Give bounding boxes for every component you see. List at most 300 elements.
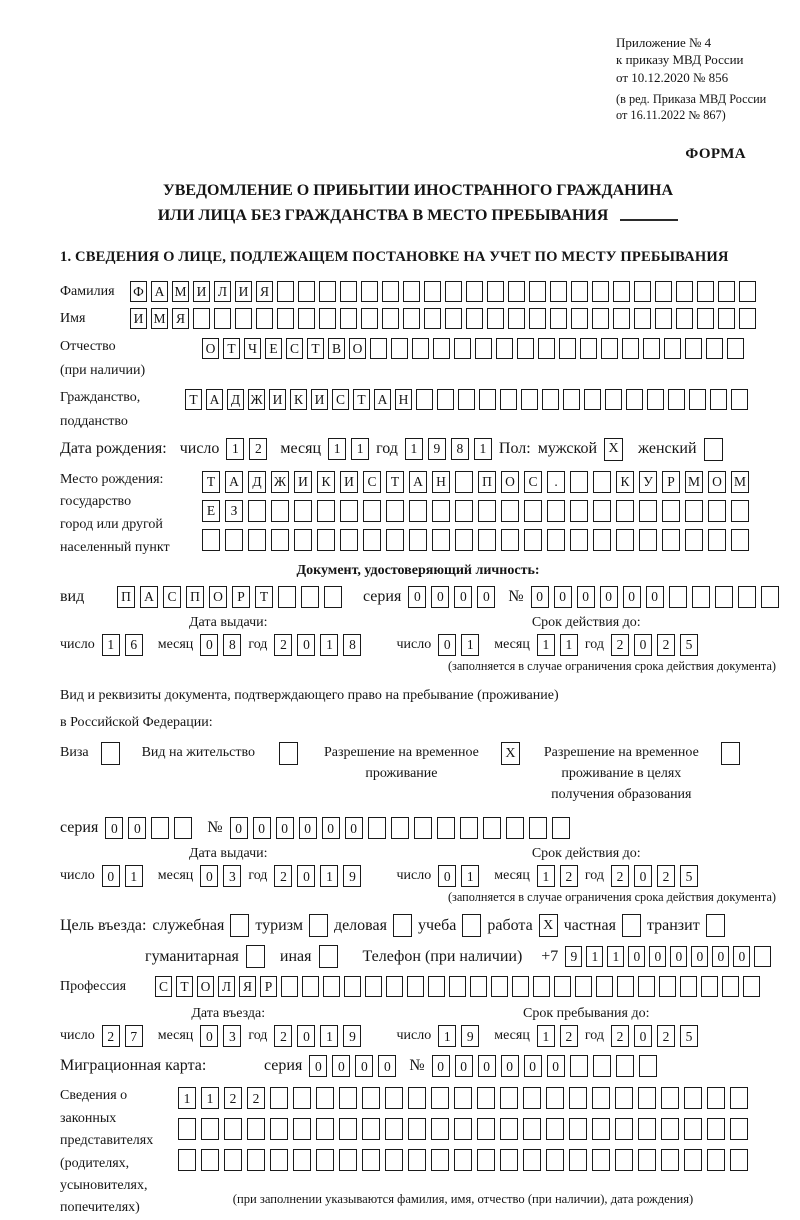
char-cell: 0 xyxy=(200,1025,218,1047)
surname-cells xyxy=(130,281,756,302)
char-cell: Р xyxy=(260,976,277,997)
char-cell: Н xyxy=(432,471,450,493)
char-cell xyxy=(449,976,466,997)
month-label: месяц xyxy=(157,637,194,653)
validity-day-cells xyxy=(438,865,479,887)
day-label: число xyxy=(179,440,220,457)
char-cell: 0 xyxy=(454,586,472,608)
char-cell: С xyxy=(332,389,349,410)
char-cell xyxy=(445,281,462,302)
char-cell xyxy=(580,338,597,359)
char-cell xyxy=(458,389,475,410)
char-cell: К xyxy=(616,471,634,493)
char-cell xyxy=(554,976,571,997)
birth-place-cells-row2 xyxy=(202,500,749,522)
char-cell: 2 xyxy=(657,634,675,656)
char-cell: И xyxy=(235,281,252,302)
char-cell: 1 xyxy=(226,438,244,460)
surname-label: Фамилия xyxy=(60,283,115,299)
char-cell xyxy=(301,586,319,608)
char-cell xyxy=(676,308,693,329)
char-cell: 2 xyxy=(274,1025,292,1047)
given-name-cells xyxy=(130,308,756,329)
char-cell xyxy=(506,817,524,839)
char-cell xyxy=(363,529,381,551)
gender-female-label: женский xyxy=(638,440,697,457)
char-cell xyxy=(701,976,718,997)
residence-doc-number-cells xyxy=(230,817,570,839)
patronymic-label-line2: (при наличии) xyxy=(60,363,146,379)
char-cell xyxy=(316,1087,334,1109)
char-cell xyxy=(508,281,525,302)
char-cell: О xyxy=(708,471,726,493)
validity-date-title: Срок действия до: xyxy=(531,846,641,862)
purpose-transit-label: транзит xyxy=(646,916,700,934)
char-cell: 1 xyxy=(102,634,120,656)
char-cell: Н xyxy=(395,389,412,410)
char-cell xyxy=(382,308,399,329)
char-cell xyxy=(655,281,672,302)
month-label: месяц xyxy=(494,637,530,653)
issue-month-cells xyxy=(200,634,241,656)
residence-doc-intro-line1: Вид и реквизиты документа, подтверждающего право на пребывание (проживание) xyxy=(60,688,559,704)
char-cell xyxy=(278,586,296,608)
char-cell xyxy=(638,976,655,997)
char-cell xyxy=(454,1118,472,1140)
char-cell xyxy=(684,1118,702,1140)
char-cell xyxy=(542,389,559,410)
char-cell xyxy=(639,1055,657,1077)
migration-card-number-cells xyxy=(432,1055,657,1077)
visa-option xyxy=(60,742,120,765)
char-cell xyxy=(323,976,340,997)
char-cell: 9 xyxy=(461,1025,479,1047)
char-cell xyxy=(569,1118,587,1140)
char-cell: К xyxy=(290,389,307,410)
char-cell: Д xyxy=(227,389,244,410)
identity-doc-dates xyxy=(60,615,776,656)
char-cell xyxy=(339,1118,357,1140)
purpose-other-checkbox xyxy=(319,945,338,968)
char-cell: О xyxy=(349,338,366,359)
char-cell xyxy=(470,976,487,997)
char-cell: 0 xyxy=(345,817,363,839)
purpose-humanitarian-label: гуманитарная xyxy=(145,947,239,965)
char-cell: 8 xyxy=(451,438,469,460)
header-amendment-line: от 16.11.2022 № 867) xyxy=(616,108,726,123)
form-title xyxy=(60,179,776,230)
char-cell xyxy=(445,308,462,329)
char-cell: 8 xyxy=(223,634,241,656)
patronymic-cells xyxy=(202,338,744,359)
identity-doc-validity-col xyxy=(397,615,776,656)
char-cell xyxy=(739,281,756,302)
title-blank-line xyxy=(620,203,678,220)
char-cell xyxy=(293,1149,311,1171)
month-label: месяц xyxy=(494,1028,530,1044)
char-cell: 0 xyxy=(455,1055,473,1077)
form-title-line1: УВЕДОМЛЕНИЕ О ПРИБЫТИИ ИНОСТРАННОГО ГРАЖДАНИНА xyxy=(162,181,674,199)
birth-year-cells xyxy=(405,438,492,460)
char-cell xyxy=(512,976,529,997)
char-cell xyxy=(466,308,483,329)
char-cell: Я xyxy=(256,281,273,302)
char-cell: 3 xyxy=(223,865,241,887)
month-label: месяц xyxy=(157,1028,194,1044)
char-cell: 1 xyxy=(328,438,346,460)
char-cell: 5 xyxy=(680,865,698,887)
char-cell xyxy=(529,308,546,329)
char-cell xyxy=(639,500,657,522)
char-cell: О xyxy=(197,976,214,997)
char-cell: 0 xyxy=(554,586,572,608)
residence-doc-intro-line2: в Российской Федерации: xyxy=(60,714,213,730)
char-cell xyxy=(689,389,706,410)
char-cell: 0 xyxy=(712,946,729,967)
char-cell: В xyxy=(328,338,345,359)
char-cell: Ж xyxy=(248,389,265,410)
char-cell: 2 xyxy=(611,865,629,887)
purpose-official-checkbox xyxy=(230,914,249,937)
char-cell: 1 xyxy=(201,1087,219,1109)
char-cell xyxy=(552,817,570,839)
char-cell xyxy=(424,281,441,302)
char-cell: 0 xyxy=(309,1055,327,1077)
char-cell xyxy=(592,1118,610,1140)
identity-doc-number-cells xyxy=(531,586,779,608)
char-cell xyxy=(385,1087,403,1109)
char-cell: 2 xyxy=(102,1025,120,1047)
representatives-label-line: законных xyxy=(60,1110,117,1126)
char-cell xyxy=(710,389,727,410)
char-cell: Д xyxy=(248,471,266,493)
entry-date-title: Дата въезда: xyxy=(191,1006,266,1022)
purpose-official-label: служебная xyxy=(152,916,225,934)
char-cell xyxy=(616,529,634,551)
char-cell xyxy=(247,1118,265,1140)
stay-month-cells xyxy=(537,1025,578,1047)
char-cell xyxy=(437,817,455,839)
char-cell: А xyxy=(151,281,168,302)
validity-note: (заполняется в случае ограничения срока действия документа) xyxy=(447,890,776,905)
entry-purpose-row2 xyxy=(145,945,776,968)
char-cell: 0 xyxy=(628,946,645,967)
char-cell xyxy=(477,1149,495,1171)
char-cell xyxy=(477,1118,495,1140)
char-cell: 0 xyxy=(600,586,618,608)
representatives-label-line: попечителях) xyxy=(60,1200,140,1216)
header-note-line: от 10.12.2020 № 856 xyxy=(616,69,729,85)
char-cell: Л xyxy=(218,976,235,997)
entry-stay-dates xyxy=(60,1006,776,1047)
char-cell xyxy=(224,1149,242,1171)
year-label: год xyxy=(584,637,604,653)
char-cell: 1 xyxy=(320,865,338,887)
char-cell xyxy=(669,586,687,608)
identity-doc-series-cells xyxy=(408,586,495,608)
char-cell: 0 xyxy=(623,586,641,608)
char-cell: Р xyxy=(232,586,250,608)
issue-date-title: Дата выдачи: xyxy=(188,846,268,862)
char-cell: 0 xyxy=(691,946,708,967)
char-cell xyxy=(340,529,358,551)
char-cell: 9 xyxy=(343,865,361,887)
purpose-work-label: работа xyxy=(487,916,533,934)
char-cell xyxy=(277,308,294,329)
char-cell xyxy=(478,500,496,522)
char-cell xyxy=(424,308,441,329)
char-cell: 5 xyxy=(680,634,698,656)
char-cell: 1 xyxy=(586,946,603,967)
char-cell xyxy=(316,1149,334,1171)
char-cell: 0 xyxy=(200,634,218,656)
char-cell: И xyxy=(340,471,358,493)
char-cell xyxy=(408,1149,426,1171)
char-cell xyxy=(491,976,508,997)
char-cell xyxy=(437,389,454,410)
char-cell xyxy=(362,1087,380,1109)
char-cell xyxy=(248,529,266,551)
char-cell: 1 xyxy=(351,438,369,460)
month-label: месяц xyxy=(157,868,194,884)
char-cell: 0 xyxy=(634,865,652,887)
birth-place-label xyxy=(60,469,202,560)
char-cell xyxy=(302,976,319,997)
representatives-label-line: представителях xyxy=(60,1133,154,1149)
char-cell: 0 xyxy=(105,817,123,839)
char-cell xyxy=(570,1055,588,1077)
char-cell: 0 xyxy=(438,634,456,656)
residence-permit-option xyxy=(142,742,298,765)
char-cell xyxy=(460,817,478,839)
char-cell xyxy=(344,976,361,997)
char-cell: 1 xyxy=(405,438,423,460)
char-cell xyxy=(487,281,504,302)
citizenship-label-line2: подданство xyxy=(60,413,128,429)
female-checkbox xyxy=(704,438,723,461)
char-cell: 0 xyxy=(297,634,315,656)
char-cell: 0 xyxy=(634,634,652,656)
char-cell xyxy=(661,1087,679,1109)
patronymic-label xyxy=(60,335,202,383)
char-cell: 1 xyxy=(537,865,555,887)
char-cell xyxy=(668,389,685,410)
char-cell: 0 xyxy=(128,817,146,839)
profession-row xyxy=(60,976,776,997)
char-cell xyxy=(202,529,220,551)
char-cell xyxy=(523,1149,541,1171)
char-cell xyxy=(479,389,496,410)
char-cell: 1 xyxy=(438,1025,456,1047)
char-cell xyxy=(501,500,519,522)
char-cell: 1 xyxy=(178,1087,196,1109)
char-cell: 1 xyxy=(560,634,578,656)
gender-male-label: мужской xyxy=(537,440,598,457)
purpose-private-label: частная xyxy=(563,916,616,934)
representatives-cells-row2 xyxy=(178,1118,748,1140)
residence-doc-dates xyxy=(60,846,776,887)
char-cell: И xyxy=(269,389,286,410)
entry-year-cells xyxy=(274,1025,361,1047)
char-cell: А xyxy=(409,471,427,493)
char-cell xyxy=(708,529,726,551)
birth-date-label: Дата рождения: xyxy=(60,440,167,457)
visa-checkbox xyxy=(101,742,120,765)
char-cell xyxy=(761,586,779,608)
char-cell xyxy=(454,338,471,359)
temp-residence-label xyxy=(324,742,479,784)
char-cell: П xyxy=(186,586,204,608)
char-cell: 7 xyxy=(125,1025,143,1047)
year-label: год xyxy=(376,440,398,457)
char-cell xyxy=(523,1087,541,1109)
char-cell xyxy=(570,529,588,551)
char-cell: 2 xyxy=(224,1087,242,1109)
char-cell: Ч xyxy=(244,338,261,359)
validity-month-cells xyxy=(537,634,578,656)
char-cell xyxy=(596,976,613,997)
entry-purpose-label: Цель въезда: xyxy=(60,916,147,934)
char-cell xyxy=(224,1118,242,1140)
char-cell: 2 xyxy=(657,1025,675,1047)
char-cell xyxy=(316,1118,334,1140)
char-cell xyxy=(174,817,192,839)
char-cell: 9 xyxy=(565,946,582,967)
char-cell xyxy=(707,1087,725,1109)
char-cell xyxy=(431,1087,449,1109)
char-cell xyxy=(547,500,565,522)
issue-day-cells xyxy=(102,865,143,887)
stay-year-cells xyxy=(611,1025,698,1047)
char-cell xyxy=(593,471,611,493)
char-cell xyxy=(248,500,266,522)
char-cell xyxy=(707,1118,725,1140)
identity-doc-series-label: серия xyxy=(363,588,402,606)
char-cell xyxy=(281,976,298,997)
char-cell xyxy=(247,1149,265,1171)
char-cell xyxy=(409,500,427,522)
char-cell xyxy=(370,338,387,359)
char-cell xyxy=(731,500,749,522)
char-cell: А xyxy=(225,471,243,493)
char-cell: 0 xyxy=(438,865,456,887)
char-cell: 2 xyxy=(560,865,578,887)
char-cell: Т xyxy=(223,338,240,359)
purpose-study-checkbox xyxy=(462,914,481,937)
char-cell xyxy=(593,1055,611,1077)
char-cell: 0 xyxy=(524,1055,542,1077)
char-cell xyxy=(697,308,714,329)
char-cell xyxy=(483,817,501,839)
char-cell: 2 xyxy=(274,865,292,887)
char-cell xyxy=(731,389,748,410)
char-cell xyxy=(454,1149,472,1171)
char-cell: 2 xyxy=(249,438,267,460)
char-cell: С xyxy=(524,471,542,493)
char-cell: 1 xyxy=(461,865,479,887)
char-cell xyxy=(362,1149,380,1171)
char-cell: М xyxy=(685,471,703,493)
year-label: год xyxy=(584,1028,604,1044)
char-cell: С xyxy=(155,976,172,997)
char-cell xyxy=(661,1118,679,1140)
char-cell xyxy=(592,308,609,329)
issue-month-cells xyxy=(200,865,241,887)
validity-year-cells xyxy=(611,865,698,887)
representatives-block xyxy=(60,1085,776,1219)
residence-permit-checkbox xyxy=(279,742,298,765)
char-cell: Т xyxy=(353,389,370,410)
migration-card-label: Миграционная карта: xyxy=(60,1057,207,1075)
char-cell xyxy=(201,1118,219,1140)
char-cell xyxy=(593,500,611,522)
char-cell xyxy=(361,281,378,302)
char-cell xyxy=(676,281,693,302)
year-label: год xyxy=(248,1028,268,1044)
citizenship-cells xyxy=(185,389,748,410)
entry-month-cells xyxy=(200,1025,241,1047)
birth-day-cells xyxy=(226,438,267,460)
char-cell xyxy=(178,1149,196,1171)
char-cell xyxy=(477,1087,495,1109)
header-note-line: к приказу МВД России xyxy=(616,52,744,68)
representatives-label-line: Сведения о xyxy=(60,1088,128,1104)
char-cell: О xyxy=(501,471,519,493)
residence-doc-series-label: серия xyxy=(60,819,99,837)
char-cell: 2 xyxy=(657,865,675,887)
char-cell xyxy=(201,1149,219,1171)
char-cell xyxy=(416,389,433,410)
char-cell: 0 xyxy=(200,865,218,887)
form-label: ФОРМА xyxy=(685,145,746,162)
char-cell xyxy=(615,1149,633,1171)
birth-place-cells-row3 xyxy=(202,529,749,551)
birth-place-label-line: государство xyxy=(60,494,132,510)
form-title-line2: ИЛИ ЛИЦА БЕЗ ГРАЖДАНСТВА В МЕСТО ПРЕБЫВАНИЯ xyxy=(157,207,609,225)
temp-residence-edu-label xyxy=(544,742,699,805)
char-cell: 0 xyxy=(670,946,687,967)
char-cell xyxy=(455,529,473,551)
char-cell xyxy=(386,500,404,522)
char-cell xyxy=(584,389,601,410)
char-cell xyxy=(685,338,702,359)
patronymic-label-line1: Отчество xyxy=(60,339,116,355)
char-cell: 0 xyxy=(478,1055,496,1077)
char-cell: Т xyxy=(202,471,220,493)
char-cell: Т xyxy=(185,389,202,410)
char-cell: А xyxy=(140,586,158,608)
char-cell xyxy=(571,281,588,302)
char-cell xyxy=(475,338,492,359)
char-cell xyxy=(743,976,760,997)
header-note-line: Приложение № 4 xyxy=(616,35,712,50)
char-cell xyxy=(428,976,445,997)
char-cell xyxy=(626,389,643,410)
char-cell xyxy=(317,500,335,522)
char-cell: Л xyxy=(214,281,231,302)
char-cell xyxy=(478,529,496,551)
char-cell xyxy=(386,976,403,997)
char-cell xyxy=(298,281,315,302)
char-cell xyxy=(592,1149,610,1171)
char-cell xyxy=(613,281,630,302)
char-cell: 0 xyxy=(432,1055,450,1077)
char-cell: 1 xyxy=(461,634,479,656)
purpose-business-checkbox xyxy=(393,914,412,937)
char-cell: 1 xyxy=(320,634,338,656)
citizenship-label xyxy=(60,386,185,434)
char-cell xyxy=(256,308,273,329)
